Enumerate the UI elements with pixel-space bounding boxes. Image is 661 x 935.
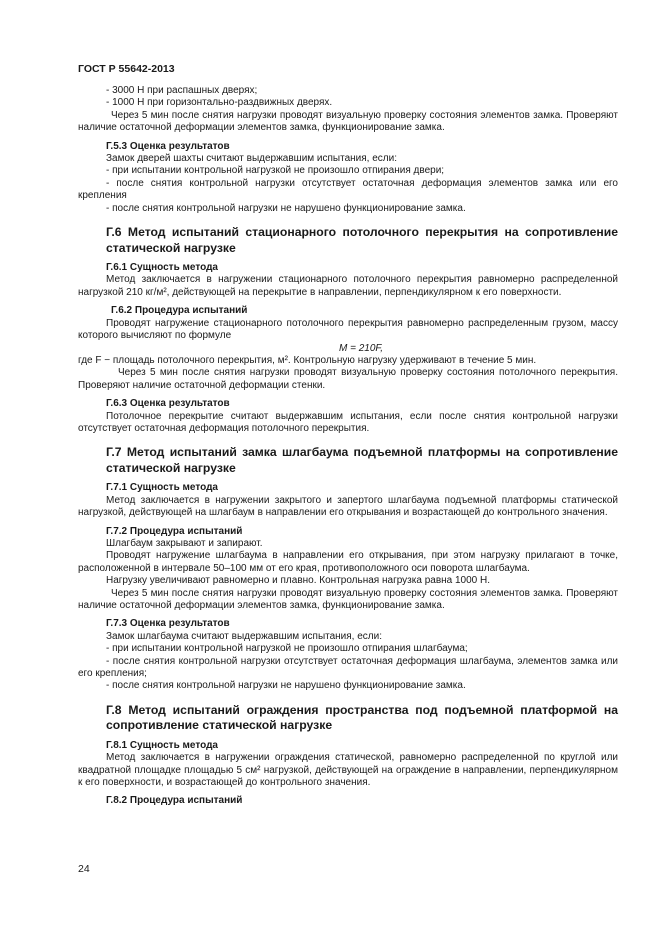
section-heading: Г.7 Метод испытаний замка шлагбаума подъемной платформы на сопротивление статической нагрузке bbox=[106, 445, 618, 475]
paragraph: - 1000 Н при горизонтально-раздвижных дверях. bbox=[106, 97, 333, 109]
paragraph: Потолочное перекрытие считают выдержавшим испытания, если после снятия контрольной нагрузки отсутствует остаточная деформация потолочного перекрытия. bbox=[78, 410, 618, 434]
formula: M = 210F, bbox=[338, 342, 383, 354]
paragraph: Проводят нагружение шлагбаума в направлении его открывания, при этом нагрузку прилагают в точке, расположенной в интервале 50–100 мм от его края, противоположного оси поворота шлагбаума. bbox=[78, 550, 618, 574]
subsection-heading: Г.6.2 Процедура испытаний bbox=[111, 305, 248, 317]
paragraph: Шлагбаум закрывают и запирают. bbox=[106, 537, 263, 549]
subsection-heading: Г.7.3 Оценка результатов bbox=[106, 618, 230, 630]
subsection-heading: Г.8.2 Процедура испытаний bbox=[106, 795, 243, 807]
paragraph: Метод заключается в нагружении ограждения статической, равномерно распределенной по круглой или квадратной площадке площадью 5 см² нагрузкой, действующей на ограждение в направлении, перпендикулярном к его поверхности, и возрастающей до контрольного значения. bbox=[78, 752, 618, 789]
paragraph: - при испытании контрольной нагрузкой не произошло отпирания двери; bbox=[106, 165, 445, 177]
paragraph: Через 5 мин после снятия нагрузки проводят визуальную проверку состояния элементов замка. Проверяют наличие остаточной деформации элементов замка, функционирование замка. bbox=[78, 587, 618, 611]
paragraph: Через 5 мин после снятия нагрузки проводят визуальную проверку состояния потолочного перекрытия. Проверяют наличие остаточной деформации стенки. bbox=[78, 367, 618, 391]
subsection-heading: Г.7.2 Процедура испытаний bbox=[106, 525, 243, 537]
paragraph: Через 5 мин после снятия нагрузки проводят визуальную проверку состояния элементов замка. Проверяют наличие остаточной деформации элементов замка, функционирование замка. bbox=[78, 109, 618, 134]
paragraph: - после снятия контрольной нагрузки отсутствует остаточная деформация шлагбаума, элементов замка или его крепления; bbox=[78, 655, 618, 680]
paragraph: Проводят нагружение стационарного потолочного перекрытия равномерно распределенным грузом, массу которого вычисляют по формуле bbox=[78, 317, 618, 342]
paragraph: - при испытании контрольной нагрузкой не произошло отпирания шлагбаума; bbox=[106, 643, 468, 655]
document-body bbox=[78, 85, 618, 808]
subsection-heading: Г.6.1 Сущность метода bbox=[106, 262, 218, 274]
paragraph: Замок шлагбаума считают выдержавшим испытания, если: bbox=[106, 630, 383, 642]
subsection-heading: Г.7.1 Сущность метода bbox=[106, 482, 218, 494]
paragraph: Нагрузку увеличивают равномерно и плавно. Контрольная нагрузка равна 1000 Н. bbox=[106, 575, 491, 587]
paragraph: Замок дверей шахты считают выдержавшим испытания, если: bbox=[106, 153, 397, 165]
subsection-heading: Г.6.3 Оценка результатов bbox=[106, 398, 230, 410]
paragraph: - после снятия контрольной нагрузки отсутствует остаточная деформация элементов замка или его крепления bbox=[78, 177, 618, 202]
section-heading: Г.8 Метод испытаний ограждения пространства под подъемной платформой на сопротивление статической нагрузке bbox=[106, 702, 618, 733]
paragraph: - после снятия контрольной нагрузки не нарушено функционирование замка. bbox=[106, 202, 466, 214]
document-header: ГОСТ Р 55642-2013 bbox=[78, 63, 175, 75]
paragraph: Метод заключается в нагружении стационарного потолочного перекрытия равномерно распределенной нагрузкой 210 кг/м², действующей на перекрытие в направлении, перпендикулярном к его поверхности. bbox=[78, 274, 618, 298]
paragraph: - после снятия контрольной нагрузки не нарушено функционирование замка. bbox=[106, 680, 466, 692]
paragraph: Метод заключается в нагружении закрытого и запертого шлагбаума подъемной платформы статической нагрузкой, действующей на шлагбаум в направлении его открывания и возрастающей до контрольного значения. bbox=[78, 494, 618, 519]
paragraph: - 3000 Н при распашных дверях; bbox=[106, 85, 258, 96]
section-heading: Г.6 Метод испытаний стационарного потолочного перекрытия на сопротивление статической нагрузке bbox=[106, 225, 618, 255]
page-number: 24 bbox=[78, 863, 90, 875]
paragraph: где F − площадь потолочного перекрытия, м². Контрольную нагрузку удерживают в течение 5 мин. bbox=[78, 354, 537, 366]
subsection-heading: Г.5.3 Оценка результатов bbox=[106, 140, 230, 152]
subsection-heading: Г.8.1 Сущность метода bbox=[106, 739, 218, 751]
